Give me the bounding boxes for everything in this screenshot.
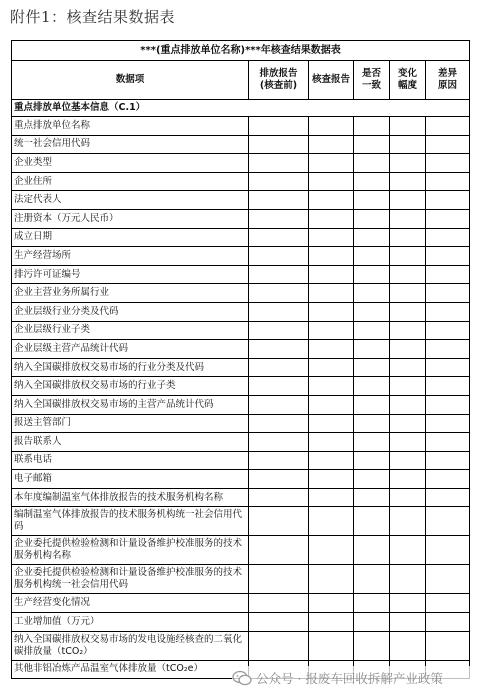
cell-verified bbox=[309, 358, 354, 377]
table-row bbox=[12, 209, 470, 228]
cell-verified bbox=[309, 154, 354, 173]
cell-consistent bbox=[354, 117, 390, 136]
row-label: 注册资本（万元人民币） bbox=[12, 209, 249, 228]
table-row bbox=[12, 284, 470, 303]
cell-reported bbox=[249, 358, 309, 377]
cell-change bbox=[390, 191, 426, 210]
section-title: 重点排放单位基本信息（C.1） bbox=[12, 100, 470, 117]
cell-reason bbox=[426, 631, 470, 660]
row-label: 企业委托提供检验检测和计量设备维护校准服务的技术服务机构名称 bbox=[12, 536, 249, 565]
header-verified: 核查报告 bbox=[309, 61, 354, 100]
cell-change bbox=[390, 154, 426, 173]
table-row bbox=[12, 536, 470, 565]
cell-reported bbox=[249, 613, 309, 632]
cell-reported bbox=[249, 209, 309, 228]
table-row bbox=[12, 631, 470, 660]
verification-results-table bbox=[11, 40, 470, 679]
table-row bbox=[12, 594, 470, 613]
cell-reason bbox=[426, 321, 470, 340]
cell-change bbox=[390, 395, 426, 414]
table-row bbox=[12, 117, 470, 136]
cell-reason bbox=[426, 117, 470, 136]
cell-reason bbox=[426, 191, 470, 210]
cell-consistent bbox=[354, 228, 390, 247]
table-row bbox=[12, 247, 470, 266]
table-row bbox=[12, 340, 470, 359]
cell-consistent bbox=[354, 321, 390, 340]
table-row bbox=[12, 191, 470, 210]
cell-change bbox=[390, 594, 426, 613]
cell-verified bbox=[309, 340, 354, 359]
cell-change bbox=[390, 117, 426, 136]
watermark-text: 公众号 · 报废车回收拆解产业政策 bbox=[256, 671, 443, 686]
cell-change bbox=[390, 358, 426, 377]
cell-verified bbox=[309, 536, 354, 565]
row-label: 生产经营变化情况 bbox=[12, 594, 249, 613]
row-label: 企业主营业务所属行业 bbox=[12, 284, 249, 303]
table-row bbox=[12, 265, 470, 284]
cell-reason bbox=[426, 433, 470, 452]
cell-change bbox=[390, 172, 426, 191]
cell-verified bbox=[309, 172, 354, 191]
cell-consistent bbox=[354, 395, 390, 414]
cell-verified bbox=[309, 451, 354, 470]
cell-reason bbox=[426, 247, 470, 266]
table-row bbox=[12, 154, 470, 173]
cell-verified bbox=[309, 284, 354, 303]
row-label: 统一社会信用代码 bbox=[12, 135, 249, 154]
table-row bbox=[12, 414, 470, 433]
cell-reported bbox=[249, 507, 309, 536]
cell-reported bbox=[249, 536, 309, 565]
cell-consistent bbox=[354, 488, 390, 507]
table-row bbox=[12, 395, 470, 414]
cell-verified bbox=[309, 594, 354, 613]
table-row bbox=[12, 433, 470, 452]
header-consistent: 是否 一致 bbox=[354, 61, 390, 100]
cell-reason bbox=[426, 154, 470, 173]
wechat-icon bbox=[232, 670, 252, 686]
cell-consistent bbox=[354, 414, 390, 433]
table-row bbox=[12, 507, 470, 536]
table-row bbox=[12, 135, 470, 154]
cell-reason bbox=[426, 265, 470, 284]
table-row bbox=[12, 172, 470, 191]
cell-change bbox=[390, 565, 426, 594]
cell-consistent bbox=[354, 631, 390, 660]
row-label: 报送主管部门 bbox=[12, 414, 249, 433]
cell-change bbox=[390, 284, 426, 303]
cell-verified bbox=[309, 228, 354, 247]
cell-reported bbox=[249, 247, 309, 266]
cell-consistent bbox=[354, 302, 390, 321]
table-row bbox=[12, 565, 470, 594]
table-row bbox=[12, 358, 470, 377]
cell-verified bbox=[309, 377, 354, 396]
cell-reason bbox=[426, 395, 470, 414]
table-row bbox=[12, 451, 470, 470]
row-label: 联系电话 bbox=[12, 451, 249, 470]
row-label: 报告联系人 bbox=[12, 433, 249, 452]
cell-change bbox=[390, 321, 426, 340]
cell-consistent bbox=[354, 265, 390, 284]
cell-reported bbox=[249, 340, 309, 359]
header-change: 变化 幅度 bbox=[390, 61, 426, 100]
cell-reported bbox=[249, 470, 309, 489]
cell-consistent bbox=[354, 507, 390, 536]
cell-reported bbox=[249, 321, 309, 340]
row-label: 企业住所 bbox=[12, 172, 249, 191]
row-label: 生产经营场所 bbox=[12, 247, 249, 266]
cell-verified bbox=[309, 247, 354, 266]
table-row bbox=[12, 228, 470, 247]
cell-change bbox=[390, 135, 426, 154]
cell-verified bbox=[309, 191, 354, 210]
cell-verified bbox=[309, 302, 354, 321]
row-label: 纳入全国碳排放权交易市场的行业子类 bbox=[12, 377, 249, 396]
cell-reported bbox=[249, 191, 309, 210]
row-label: 重点排放单位名称 bbox=[12, 117, 249, 136]
row-label: 成立日期 bbox=[12, 228, 249, 247]
cell-verified bbox=[309, 433, 354, 452]
cell-reported bbox=[249, 565, 309, 594]
cell-verified bbox=[309, 414, 354, 433]
cell-consistent bbox=[354, 135, 390, 154]
cell-change bbox=[390, 507, 426, 536]
cell-change bbox=[390, 265, 426, 284]
table-row bbox=[12, 321, 470, 340]
cell-reason bbox=[426, 470, 470, 489]
cell-verified bbox=[309, 209, 354, 228]
cell-reported bbox=[249, 284, 309, 303]
table-row bbox=[12, 377, 470, 396]
header-data-item: 数据项 bbox=[12, 61, 249, 100]
cell-reported bbox=[249, 414, 309, 433]
cell-consistent bbox=[354, 172, 390, 191]
cell-change bbox=[390, 209, 426, 228]
cell-reason bbox=[426, 340, 470, 359]
cell-verified bbox=[309, 135, 354, 154]
cell-change bbox=[390, 302, 426, 321]
row-label: 企业类型 bbox=[12, 154, 249, 173]
cell-consistent bbox=[354, 433, 390, 452]
cell-reported bbox=[249, 395, 309, 414]
cell-change bbox=[390, 377, 426, 396]
cell-verified bbox=[309, 395, 354, 414]
cell-consistent bbox=[354, 613, 390, 632]
cell-reason bbox=[426, 414, 470, 433]
cell-verified bbox=[309, 321, 354, 340]
section-row bbox=[12, 100, 470, 117]
row-label: 编制温室气体排放报告的技术服务机构统一社会信用代码 bbox=[12, 507, 249, 536]
cell-reported bbox=[249, 154, 309, 173]
cell-consistent bbox=[354, 470, 390, 489]
cell-verified bbox=[309, 470, 354, 489]
cell-consistent bbox=[354, 284, 390, 303]
cell-verified bbox=[309, 565, 354, 594]
cell-consistent bbox=[354, 209, 390, 228]
table-row bbox=[12, 613, 470, 632]
cell-consistent bbox=[354, 247, 390, 266]
cell-reported bbox=[249, 172, 309, 191]
cell-verified bbox=[309, 507, 354, 536]
row-label: 纳入全国碳排放权交易市场的发电设施经核查的二氧化碳排放量（tCO₂） bbox=[12, 631, 249, 660]
table-header-row bbox=[12, 61, 470, 100]
cell-reason bbox=[426, 172, 470, 191]
row-label: 纳入全国碳排放权交易市场的主营产品统计代码 bbox=[12, 395, 249, 414]
cell-consistent bbox=[354, 340, 390, 359]
cell-reason bbox=[426, 613, 470, 632]
header-reported: 排放报告 (核查前) bbox=[249, 61, 309, 100]
cell-reported bbox=[249, 488, 309, 507]
cell-change bbox=[390, 536, 426, 565]
cell-reason bbox=[426, 594, 470, 613]
cell-consistent bbox=[354, 191, 390, 210]
row-label: 工业增加值（万元） bbox=[12, 613, 249, 632]
cell-reported bbox=[249, 135, 309, 154]
row-label: 其他非铝冶炼产品温室气体排放量（tCO₂e） bbox=[12, 660, 249, 679]
table-row bbox=[12, 488, 470, 507]
row-label: 企业层级主营产品统计代码 bbox=[12, 340, 249, 359]
cell-verified bbox=[309, 488, 354, 507]
cell-reason bbox=[426, 488, 470, 507]
cell-consistent bbox=[354, 451, 390, 470]
row-label: 排污许可证编号 bbox=[12, 265, 249, 284]
cell-change bbox=[390, 433, 426, 452]
row-label: 电子邮箱 bbox=[12, 470, 249, 489]
table-row bbox=[12, 302, 470, 321]
cell-reported bbox=[249, 377, 309, 396]
cell-verified bbox=[309, 613, 354, 632]
cell-change bbox=[390, 451, 426, 470]
row-label: 企业层级行业子类 bbox=[12, 321, 249, 340]
table-title: ***(重点排放单位名称)***年核查结果数据表 bbox=[12, 41, 470, 61]
header-reason: 差异 原因 bbox=[426, 61, 470, 100]
document-title: 附件1：核查结果数据表 bbox=[10, 8, 176, 26]
cell-consistent bbox=[354, 536, 390, 565]
cell-change bbox=[390, 488, 426, 507]
table-row bbox=[12, 470, 470, 489]
cell-verified bbox=[309, 631, 354, 660]
cell-verified bbox=[309, 265, 354, 284]
table-title-row bbox=[12, 41, 470, 61]
cell-verified bbox=[309, 117, 354, 136]
cell-change bbox=[390, 228, 426, 247]
cell-change bbox=[390, 340, 426, 359]
cell-reported bbox=[249, 302, 309, 321]
cell-consistent bbox=[354, 358, 390, 377]
cell-reason bbox=[426, 507, 470, 536]
cell-reason bbox=[426, 377, 470, 396]
cell-reason bbox=[426, 302, 470, 321]
row-label: 企业层级行业分类及代码 bbox=[12, 302, 249, 321]
cell-consistent bbox=[354, 377, 390, 396]
cell-change bbox=[390, 631, 426, 660]
cell-change bbox=[390, 247, 426, 266]
cell-consistent bbox=[354, 565, 390, 594]
cell-reported bbox=[249, 228, 309, 247]
cell-reported bbox=[249, 265, 309, 284]
cell-reason bbox=[426, 209, 470, 228]
cell-reason bbox=[426, 565, 470, 594]
row-label: 纳入全国碳排放权交易市场的行业分类及代码 bbox=[12, 358, 249, 377]
row-label: 本年度编制温室气体排放报告的技术服务机构名称 bbox=[12, 488, 249, 507]
cell-reported bbox=[249, 451, 309, 470]
cell-change bbox=[390, 414, 426, 433]
row-label: 法定代表人 bbox=[12, 191, 249, 210]
cell-change bbox=[390, 470, 426, 489]
watermark bbox=[232, 666, 482, 690]
cell-consistent bbox=[354, 154, 390, 173]
cell-reason bbox=[426, 135, 470, 154]
row-label: 企业委托提供检验检测和计量设备维护校准服务的技术服务机构统一社会信用代码 bbox=[12, 565, 249, 594]
cell-reason bbox=[426, 536, 470, 565]
cell-reason bbox=[426, 358, 470, 377]
cell-reported bbox=[249, 433, 309, 452]
cell-consistent bbox=[354, 594, 390, 613]
cell-reason bbox=[426, 228, 470, 247]
cell-reported bbox=[249, 117, 309, 136]
cell-change bbox=[390, 613, 426, 632]
cell-reported bbox=[249, 594, 309, 613]
cell-reason bbox=[426, 284, 470, 303]
cell-reason bbox=[426, 451, 470, 470]
cell-reported bbox=[249, 631, 309, 660]
